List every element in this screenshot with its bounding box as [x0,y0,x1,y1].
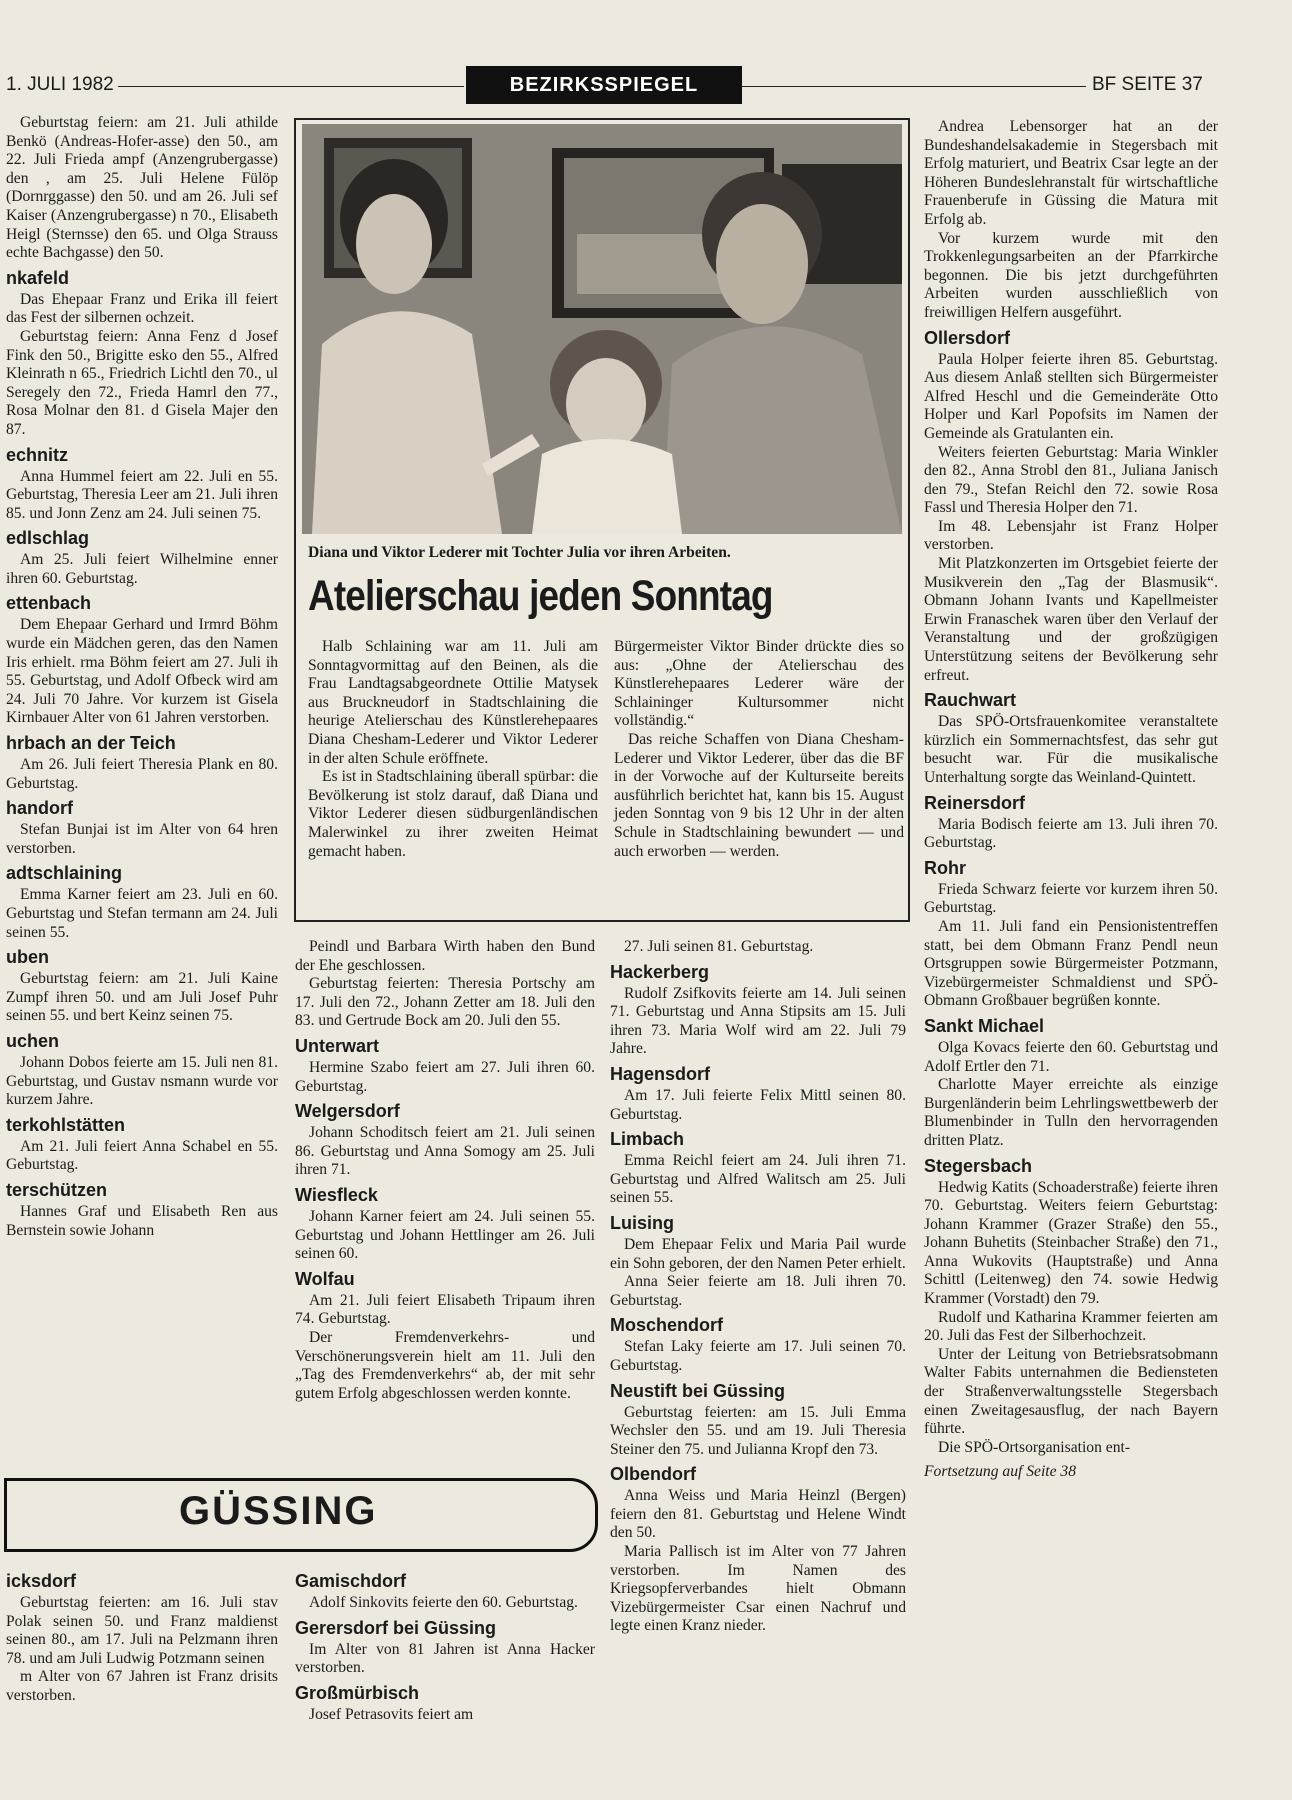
place-heading: Stegersbach [924,1155,1033,1176]
news-paragraph: Geburtstag feierten: am 15. Juli Emma Wechsler den 55. und am 19. Juli Theresia Steiner den 75. und Julianna Kropf den 73. [610,1403,906,1458]
news-paragraph: Stefan Laky feierte am 17. Juli seinen 70. Geburtstag. [610,1338,906,1374]
news-paragraph: Im 48. Lebensjahr ist Franz Holper verstorben. [924,517,1218,554]
news-paragraph: Maria Bodisch feierte am 13. Juli ihren 70. Geburtstag. [924,815,1218,852]
news-paragraph: Frieda Schwarz feierte vor kurzem ihren 50. Geburtstag. [924,880,1218,917]
place-heading: ettenbach [6,593,92,614]
feature-column-b [614,638,904,861]
news-paragraph: Hermine Szabo feiert am 27. Juli ihren 60. Geburtstag. [295,1058,595,1095]
news-paragraph: Am 25. Juli feiert Wilhelmine enner ihren 60. Geburtstag. [6,551,278,587]
place-heading: uben [6,947,49,968]
section-title: BEZIRKSSPIEGEL [466,66,742,104]
place-heading: Wiesfleck [295,1184,378,1205]
header-rule-left [118,86,464,87]
news-paragraph: Maria Pallisch ist im Alter von 77 Jahren verstorben. Im Namen des Kriegsopferverbandes hielt Obmann Vizebürgermeister Csar einen Nachruf und legte einen Kranz nieder. [610,1543,906,1635]
region-banner [4,1478,598,1552]
news-paragraph: Olga Kovacs feierte den 60. Geburtstag und Adolf Ertler den 71. [924,1038,1218,1075]
news-paragraph: Im Alter von 81 Jahren ist Anna Hacker verstorben. [295,1640,595,1677]
news-paragraph: Mit Platzkonzerten im Ortsgebiet feierte der Musikverein den „Tag der Blasmusik“. Obmann Johann Ivants und Kapellmeister Erwin Franaschek waren über den Verlauf der Veranstaltung und der großzügigen Unterstützung seitens der Bevölkerung sehr erfreut. [924,555,1218,684]
place-heading: edlschlag [6,528,90,549]
feature-paragraph: Bürgermeister Viktor Binder drückte dies so aus: „Ohne der Atelierschau des Künstlerehepaares Lederer wäre der Schlaininger Kultursommer nicht vollständig.“ [614,638,904,730]
news-paragraph: Am 21. Juli feiert Anna Schabel en 55. Geburtstag. [6,1137,278,1174]
news-paragraph: Die SPÖ-Ortsorganisation ent- [938,1438,1131,1456]
place-heading: Ollersdorf [924,327,1011,348]
news-paragraph: Hedwig Katits (Schoaderstraße) feierte ihren 70. Geburtstag. Weiters feiern Geburtstag: Johann Krammer (Grazer Straße) den 55., Johann Buhetits (Steinbacher Straße) den 71., Anna Wukovits (Hauptstraße) und Anna Schittl (Leitenweg) den 74. sowie Hedwig Krammer (Vorstadt) den 79. [924,1178,1218,1308]
news-paragraph: Andrea Lebensorger hat an der Bundeshandelsakademie in Stegersbach mit Erfolg maturiert, und Beatrix Csar legte an der Höheren Bundeslehranstalt für wirtschaftliche Frauenberufe in Güssing die Matura mit Erfolg ab. [924,118,1218,228]
feature-paragraph: Das reiche Schaffen von Diana Chesham-Lederer und Viktor Lederer, über das die BF in der Vorwoche auf der Kulturseite bereits ausführlich berichtet hat, kann bis 15. August jeden Sonntag von 9 bis 12 Uhr in der alten Schule in Stadtschlaining bewundert — und auch erworben — werden. [614,730,904,860]
place-heading: Olbendorf [610,1464,696,1485]
place-heading: Wolfau [295,1268,355,1289]
news-paragraph: Geburtstag feiern: am 21. Juli Kaine Zumpf ihren 50. und am Juli Josef Puhr seinen 55. und bert Keinz seinen 75. [6,970,278,1025]
news-paragraph: Johann Dobos feierte am 15. Juli nen 81. Geburtstag, und Gustav nsmann wurde vor kurzem Jahre. [6,1053,278,1109]
place-heading: terkohlstätten [6,1114,126,1135]
news-paragraph: Hannes Graf und Elisabeth Ren aus Bernstein sowie Johann [6,1202,278,1239]
news-paragraph: Anna Hummel feiert am 22. Juli en 55. Geburtstag, Theresia Leer am 21. Juli ihren 85. und Jonn Zenz am 24. Juli seinen 75. [6,467,278,522]
news-paragraph: Anna Seier feierte am 18. Juli ihren 70. Geburtstag. [610,1273,906,1309]
news-paragraph: Charlotte Mayer erreichte als einzige Burgenländerin beim Lehrlingswettbewerb der Blumenbinder in Tulln den hervorragenden dritten Platz. [924,1076,1218,1149]
news-paragraph: Rudolf Zsifkovits feierte am 14. Juli seinen 71. Geburtstag und Anna Stipsits am 15. Juli ihren 73. Maria Wolf wird am 22. Juli 79 Jahre. [610,984,906,1058]
news-paragraph: Der Fremdenverkehrs- und Verschönerungsverein hielt am 11. Juli den „Tag des Fremdenverkehrs“ ab, der mit sehr gutem Erfolg abgeschlossen werden konnte. [295,1328,595,1402]
feature-photo [302,124,902,534]
issue-date: 1. JULI 1982 [6,74,114,95]
region-title: GÜSSING [179,1489,378,1533]
place-heading: Hackerberg [610,961,710,982]
continuation-note: Fortsetzung auf Seite 38 [924,1463,1077,1481]
news-paragraph: Stefan Bunjai ist im Alter von 64 hren verstorben. [6,821,278,857]
news-paragraph: Geburtstag feierten: am 16. Juli stav Polak seinen 50. und Franz maldienst seinen 80., am 17. Juli na Pelzmann ihren 78. und am Juli Ludwig Potzmann seinen [6,1594,278,1667]
place-heading: Rauchwart [924,690,1017,711]
news-paragraph: Geburtstag feiern: am 21. Juli athilde Benkö (Andreas-Hofer-asse) den 50., am 22. Juli Frieda ampf (Anzengrubergasse) den , am 25. Juli Helene Fülöp (Dornrggasse) den 50. und am 26. Juli sef Kaiser (Anzengrubergasse) n 70., Elisabeth Heigl (Sternsse) den 65. und Olga Strauss echte Bachgasse) den 50. [6,114,278,262]
place-heading: Luising [610,1212,674,1233]
page-header [0,64,1230,104]
header-rule-right [740,86,1086,87]
feature-article [294,118,910,922]
news-paragraph: 27. Juli seinen 81. Geburtstag. [624,938,814,955]
column-4 [924,118,1218,1482]
feature-column-a [308,638,598,861]
guessing-column-1 [6,1566,278,1706]
guessing-column-2 [295,1566,595,1724]
photo-illustration [302,124,902,534]
news-paragraph: Paula Holper feierte ihren 85. Geburtstag. Aus diesem Anlaß stellten sich Bürgermeister Alfred Heschl und die Gemeinderäte Otto Holper und Karl Popofsits im Namen der Gemeinde als Gratulanten ein. [924,350,1218,442]
news-paragraph: Adolf Sinkovits feierte den 60. Geburtstag. [309,1594,578,1611]
news-paragraph: m Alter von 67 Jahren ist Franz drisits verstorben. [6,1668,278,1704]
news-paragraph: Johann Schoditsch feiert am 21. Juli seinen 86. Geburtstag und Anna Somogy am 25. Juli ihren 71. [295,1124,595,1179]
news-paragraph: Emma Reichl feiert am 24. Juli ihren 71. Geburtstag und Alfred Walitsch am 25. Juli seinen 55. [610,1152,906,1207]
column-1 [6,114,278,1240]
news-paragraph: Geburtstag feiern: Anna Fenz d Josef Fink den 50., Brigitte esko den 55., Alfred Kleinrath n 65., Friedrich Lichtl den 70., ul Seregely den 72., Frieda Hamrl den 77., Rosa Molnar den 81. d Gisela Majer den 87. [6,327,278,438]
place-heading: Gerersdorf bei Güssing [295,1617,497,1638]
place-heading: Reinersdorf [924,792,1026,813]
place-heading: uchen [6,1030,60,1051]
news-paragraph: Anna Weiss und Maria Heinzl (Bergen) feiern den 81. Geburtstag und Helene Windt den 50. [610,1487,906,1542]
place-heading: Welgersdorf [295,1101,400,1122]
page-number: BF SEITE 37 [1092,74,1203,95]
place-heading: Limbach [610,1129,685,1150]
news-paragraph: Vor kurzem wurde mit den Trokkenlegungsarbeiten an der Pfarrkirche begonnen. Die bis jetzt durchgeführten Arbeiten wurden ausschließlich von freiwilligen Helfern ausgeführt. [924,229,1218,321]
news-paragraph: Josef Petrasovits feiert am [309,1705,474,1723]
place-heading: Neustift bei Güssing [610,1380,786,1401]
place-heading: Moschendorf [610,1315,724,1336]
news-paragraph: Weiters feierten Geburtstag: Maria Winkler den 82., Anna Strobl den 81., Juliana Janisch den 79., Stefan Reichl den 72. sowie Rosa Fassl und Theresia Holper den 71. [924,443,1218,517]
place-heading: Sankt Michael [924,1015,1045,1036]
place-heading: handorf [6,798,73,819]
news-paragraph: Rudolf und Katharina Krammer feierten am 20. Juli das Fest der Silberhochzeit. [924,1308,1218,1345]
place-heading: terschützen [6,1179,108,1200]
column-2 [295,938,595,1403]
feature-paragraph: Halb Schlaining war am 11. Juli am Sonntagvormittag auf den Beinen, als die Frau Landtagsabgeordnete Ottilie Matysek aus Bruckneudorf in Stadtschlaining die heurige Atelierschau des Künstlerehepaares Diana Chesham-Lederer und Viktor Lederer in der alten Schule eröffnete. [308,638,598,767]
news-paragraph: Emma Karner feiert am 23. Juli en 60. Geburtstag und Stefan termann am 24. Juli seinen 55. [6,886,278,941]
news-paragraph: Peindl und Barbara Wirth haben den Bund der Ehe geschlossen. [295,938,595,974]
place-heading: Unterwart [295,1035,380,1056]
photo-caption: Diana und Viktor Lederer mit Tochter Julia vor ihren Arbeiten. [308,544,731,561]
news-paragraph: Am 26. Juli feiert Theresia Plank en 80. Geburtstag. [6,756,278,792]
place-heading: hrbach an der Teich [6,733,176,754]
place-heading: Gamischdorf [295,1571,407,1591]
column-3 [610,938,906,1636]
news-paragraph: Geburtstag feierten: Theresia Portschy am 17. Juli den 72., Johann Zetter am 18. Juli den 83. und Gertrude Bock am 20. Juli den 55. [295,975,595,1030]
place-heading: Großmürbisch [295,1682,420,1703]
place-heading: icksdorf [6,1571,77,1591]
feature-headline: Atelierschau jeden Sonntag [308,572,773,620]
news-paragraph: Am 21. Juli feiert Elisabeth Tripaum ihren 74. Geburtstag. [295,1291,595,1328]
news-paragraph: Das SPÖ-Ortsfrauenkomitee veranstaltete kürzlich ein Sommernachtsfest, das sehr gut besucht war. Für die musikalische Unterhaltung sorgte das Weinland-Quintett. [924,713,1218,786]
place-heading: echnitz [6,444,69,465]
news-paragraph: Am 11. Juli fand ein Pensionistentreffen statt, bei dem Obmann Franz Pendl neun Ortsgruppen sowie Bürgermeister Potzmann, Vizebürgermeister Schmaldienst und SPÖ-Obmann Großbauer begrüßen konnte. [924,917,1218,1010]
news-paragraph: Dem Ehepaar Felix und Maria Pail wurde ein Sohn geboren, der den Namen Peter erhielt. [610,1235,906,1272]
news-paragraph: Dem Ehepaar Gerhard und Irmrd Böhm wurde ein Mädchen geren, das den Namen Iris erhielt. rma Böhm feiert am 27. Juli ih 55. Geburtstag, und Adolf Ofbeck wird am 24. Juli 70 Jahre. Vor kurzem ist Gisela Kirnbauer Alter von 61 Jahren verstorben. [6,616,278,727]
news-paragraph: Unter der Leitung von Betriebsratsobmann Walter Fabits unternahmen die Bediensteten der Straßenverwaltungsstelle Stegersbach einen Zweitagesausflug, der nach Bayern führte. [924,1345,1218,1438]
place-heading: Hagensdorf [610,1063,711,1084]
place-heading: nkafeld [6,267,70,288]
place-heading: Rohr [924,857,966,878]
news-paragraph: Das Ehepaar Franz und Erika ill feiert das Fest der silbernen ochzeit. [6,290,278,327]
feature-paragraph: Es ist in Stadtschlaining überall spürbar: die Bevölkerung ist stolz darauf, daß Diana und Viktor Lederer diesen südburgenländischen Malerwinkel zu ihrer zweiten Heimat gemacht haben. [308,768,598,860]
news-paragraph: Am 17. Juli feierte Felix Mittl seinen 80. Geburtstag. [610,1086,906,1123]
place-heading: adtschlaining [6,863,123,884]
news-paragraph: Johann Karner feiert am 24. Juli seinen 55. Geburtstag und Johann Hettlinger am 26. Juli seinen 60. [295,1207,595,1263]
